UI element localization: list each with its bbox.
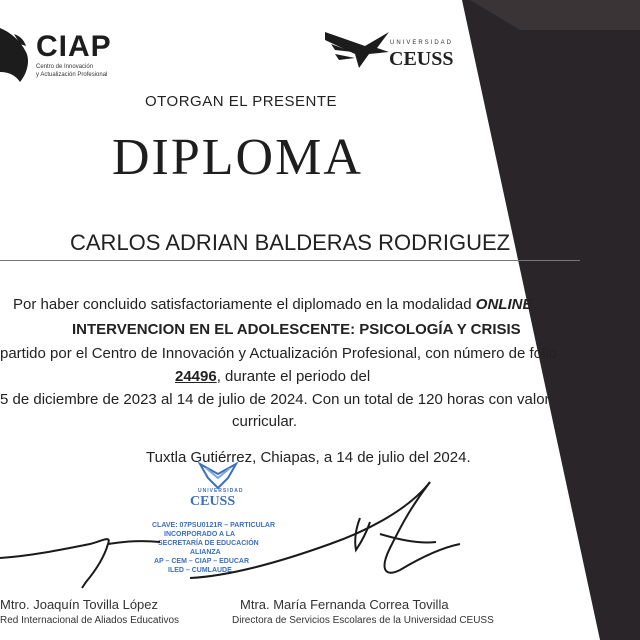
- ceuss-logo-text: CEUSS: [389, 48, 454, 70]
- stamp-line-3: SECRETARÍA DE EDUCACIÓN: [158, 540, 259, 547]
- stamp-university-label: UNIVERSIDAD: [198, 488, 244, 494]
- modality-value: ONLINE: [475, 296, 533, 313]
- left-signatory-name: Mtro. Joaquín Tovilla López: [0, 597, 159, 612]
- folio-suffix: , durante el periodo del: [216, 368, 371, 385]
- period-line: 5 de diciembre de 2023 al 14 de julio de 2024. Con un total de 120 horas con valor: [0, 391, 550, 408]
- curricular-line: curricular.: [232, 413, 298, 430]
- folio-number: 24496: [175, 368, 217, 385]
- ciap-logo-text: CIAP: [36, 30, 112, 63]
- ciap-subtitle-2: y Actualización Profesional: [36, 72, 108, 78]
- folio-line: [175, 368, 370, 385]
- right-signatory-role: Directora de Servicios Escolares de la Universidad CEUSS: [232, 615, 494, 626]
- grant-line: OTORGAN EL PRESENTE: [145, 93, 338, 110]
- institution-line: partido por el Centro de Innovación y Actualización Profesional, con número de folio: [0, 345, 557, 362]
- left-signatory-role: Red Internacional de Aliados Educativos: [0, 615, 180, 626]
- diploma-title: DIPLOMA: [112, 129, 363, 186]
- stamp-line-1: CLAVE: 07PSU0121R – PARTICULAR: [152, 522, 276, 529]
- stamp-line-6: ILED – CUMLAUDE: [168, 567, 232, 574]
- completion-line: [13, 296, 532, 313]
- stamp-line-5: AP – CEM – CIAP – EDUCAR: [154, 558, 250, 565]
- right-signatory-name: Mtra. María Fernanda Correa Tovilla: [240, 597, 449, 612]
- place-date: Tuxtla Gutiérrez, Chiapas, a 14 de julio del 2024.: [146, 449, 471, 466]
- ceuss-university-label: UNIVERSIDAD: [390, 40, 454, 46]
- course-name: INTERVENCION EN EL ADOLESCENTE: PSICOLOGÍA Y CRISIS: [72, 321, 521, 338]
- stamp-name: CEUSS: [190, 494, 236, 509]
- divider-line: [0, 260, 580, 261]
- recipient-name: CARLOS ADRIAN BALDERAS RODRIGUEZ: [70, 230, 511, 255]
- completion-text: Por haber concluido satisfactoriamente el diplomado en la modalidad: [13, 296, 472, 313]
- stamp-line-4: ALIANZA: [190, 549, 221, 556]
- ciap-subtitle-1: Centro de Innovación: [36, 64, 94, 70]
- stamp-line-2: INCORPORADO A LA: [164, 531, 236, 538]
